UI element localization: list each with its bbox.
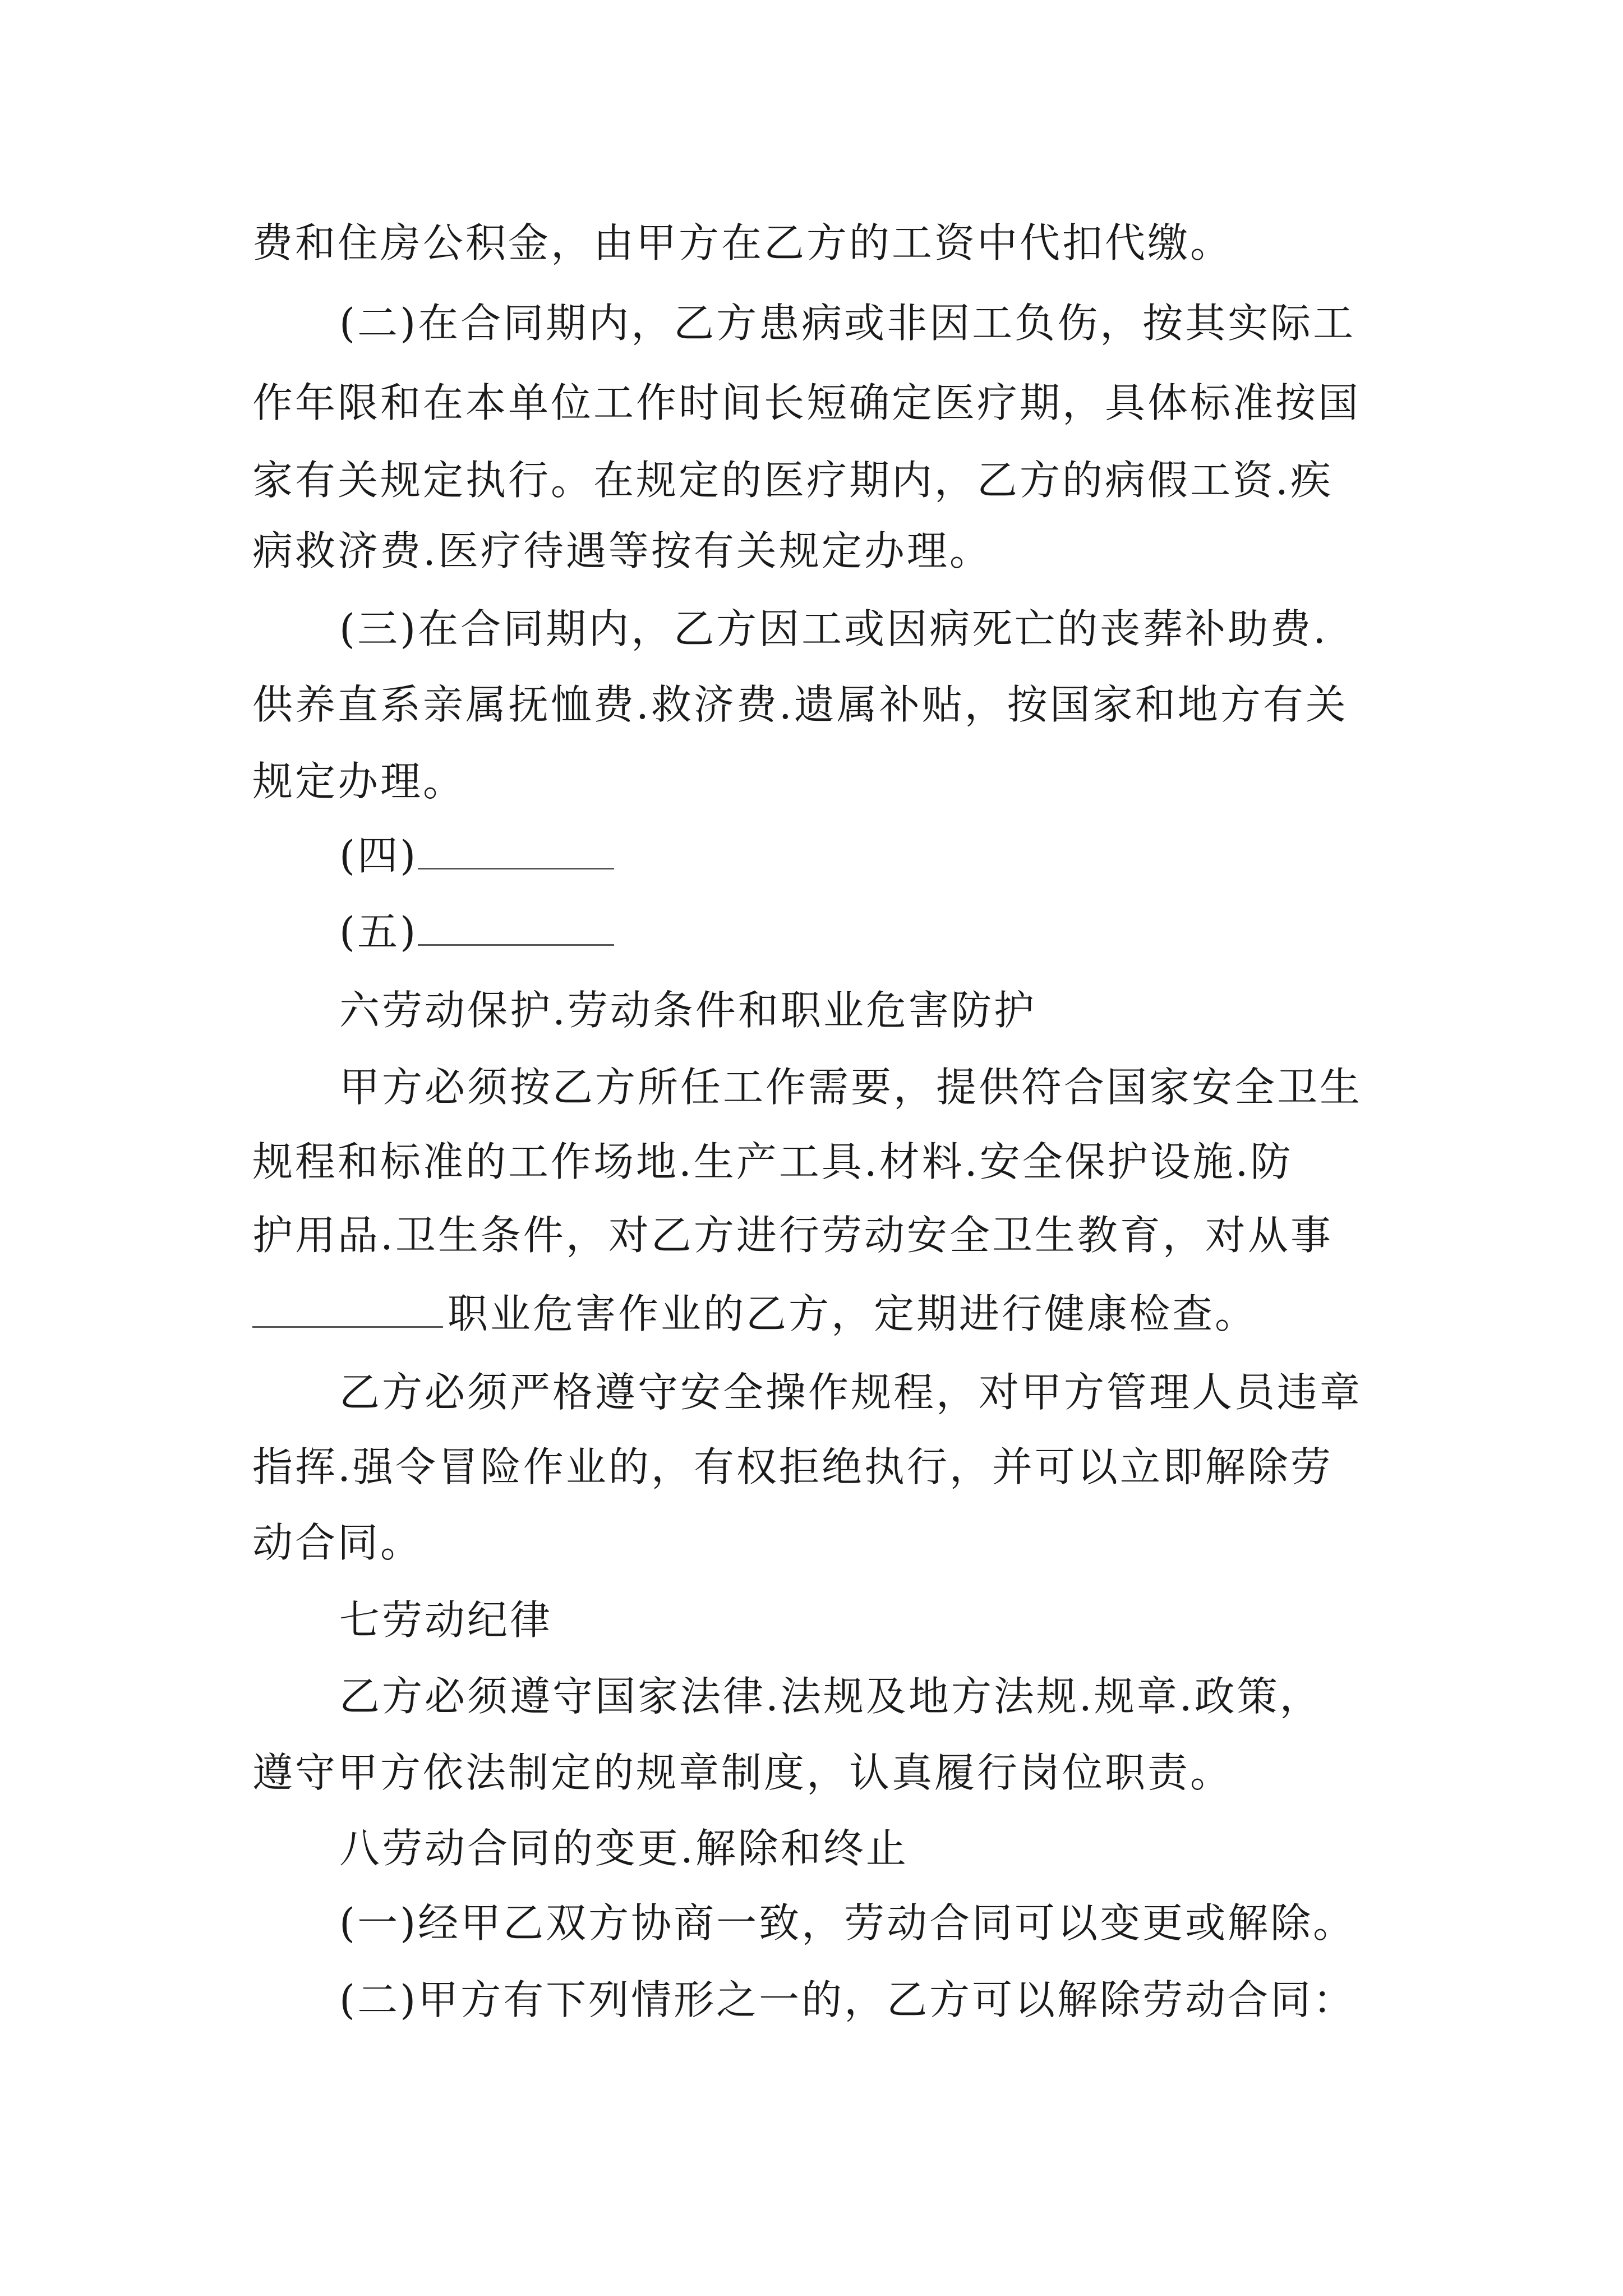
text-line: 规程和标准的工作场地.生产工具.材料.安全保护设施.防 — [252, 1138, 1293, 1185]
section-heading: 八劳动合同的变更.解除和终止 — [339, 1825, 909, 1872]
text-line: 动合同。 — [252, 1519, 423, 1566]
clause-label: (四) — [339, 832, 418, 879]
text-line: 乙方必须严格遵守安全操作规程，对甲方管理人员违章 — [339, 1369, 1363, 1416]
fill-in-blank[interactable] — [252, 1287, 443, 1328]
text-line: 费和住房公积金，由甲方在乙方的工资中代扣代缴。 — [252, 219, 1233, 266]
text-line: 家有关规定执行。在规定的医疗期内，乙方的病假工资.疾 — [252, 457, 1333, 504]
text-line: 职业危害作业的乙方，定期进行健康检查。 — [448, 1290, 1258, 1337]
text-line: 乙方必须遵守国家法律.法规及地方法规.规章.政策， — [339, 1673, 1322, 1720]
section-heading: 七劳动纪律 — [339, 1596, 553, 1644]
text-line: 护用品.卫生条件，对乙方进行劳动安全卫生教育，对从事 — [252, 1212, 1333, 1259]
clause-heading: (一)经甲乙双方协商一致，劳动合同可以变更或解除。 — [339, 1899, 1356, 1947]
text-line: 作年限和在本单位工作时间长短确定医疗期，具体标准按国 — [252, 379, 1361, 426]
blank-line — [252, 1286, 1257, 1342]
fill-in-blank[interactable] — [418, 905, 614, 946]
clause-item-five — [339, 904, 614, 960]
clause-item-four — [339, 827, 614, 884]
text-line: 甲方必须按乙方所任工作需要，提供符合国家安全卫生 — [339, 1064, 1363, 1111]
section-heading: 六劳动保护.劳动条件和职业危害防护 — [339, 987, 1036, 1034]
text-line: 规定办理。 — [252, 758, 466, 805]
clause-heading: (二)在合同期内，乙方患病或非因工负伤，按其实际工 — [339, 300, 1356, 347]
clause-label: (五) — [339, 908, 418, 955]
clause-heading: (二)甲方有下列情形之一的，乙方可以解除劳动合同： — [339, 1976, 1356, 2023]
text-line: 供养直系亲属抚恤费.救济费.遗属补贴，按国家和地方有关 — [252, 681, 1348, 728]
text-line: 病救济费.医疗待遇等按有关规定办理。 — [252, 527, 992, 574]
text-line: 遵守甲方依法制定的规章制度，认真履行岗位职责。 — [252, 1749, 1233, 1796]
fill-in-blank[interactable] — [418, 829, 614, 869]
clause-heading: (三)在合同期内，乙方因工或因病死亡的丧葬补助费. — [339, 605, 1329, 652]
text-line: 指挥.强令冒险作业的，有权拒绝执行，并可以立即解除劳 — [252, 1443, 1333, 1490]
